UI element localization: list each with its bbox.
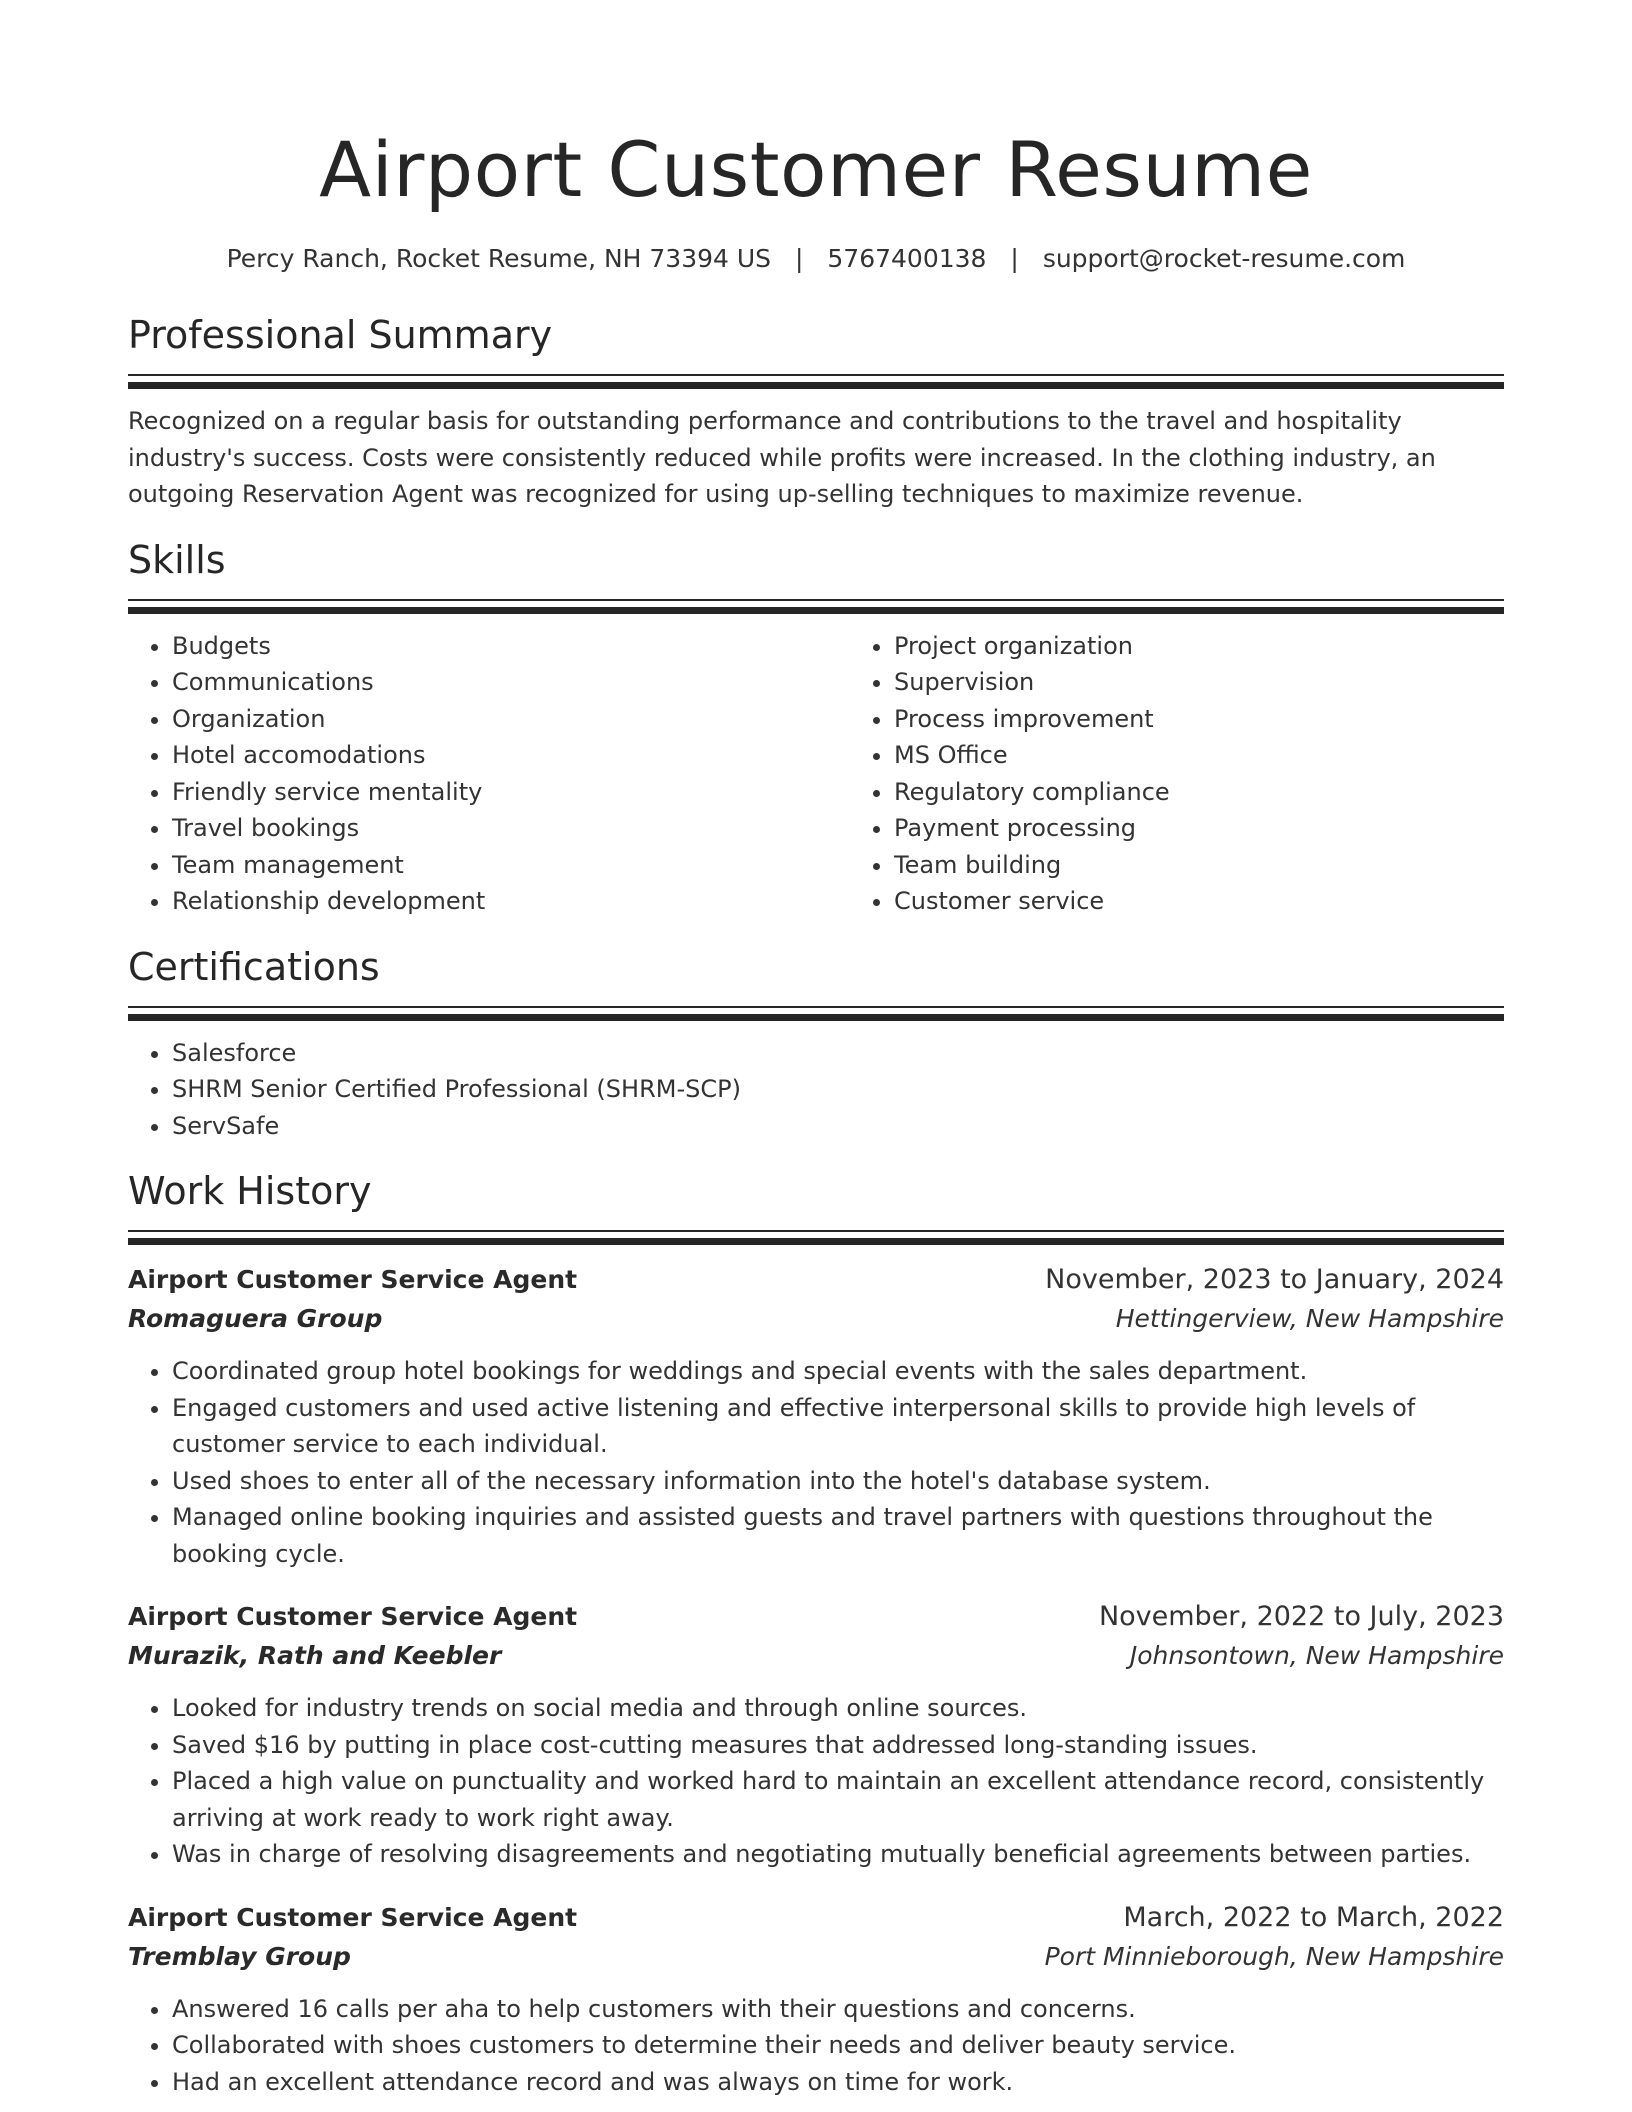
summary-heading: Professional Summary (128, 313, 553, 357)
skill-item: • Team building (894, 847, 1572, 884)
skill-item: • Friendly service mentality (172, 774, 850, 811)
skill-item: • Team management (172, 847, 850, 884)
job-company: Tremblay Group (128, 1941, 351, 1971)
job-entry (128, 1261, 1504, 1572)
section-rule-thick (128, 607, 1504, 614)
job-dates: November, 2023 to January, 2024 (1045, 1264, 1504, 1295)
contact-phone: 5767400138 (827, 244, 987, 273)
skills-section (128, 537, 1504, 920)
skills-list-right (850, 628, 1572, 920)
job-location: Hettingerview, New Hampshire (1115, 1304, 1504, 1333)
job-title: Airport Customer Service Agent (128, 1602, 578, 1631)
job-dates: November, 2022 to July, 2023 (1098, 1601, 1504, 1632)
skill-item: • Supervision (894, 664, 1572, 701)
skill-item: • Process improvement (894, 701, 1572, 738)
skill-item: • Project organization (894, 628, 1572, 665)
job-bullet: • Coordinated group hotel bookings for weddings and special events with the sales department. (172, 1353, 1504, 1390)
contact-separator: | (1010, 244, 1019, 273)
job-entry (128, 1899, 1504, 2101)
job-subheader (128, 1299, 1504, 1339)
work-history-heading: Work History (128, 1169, 372, 1213)
job-bullet: • Collaborated with shoes customers to determine their needs and deliver beauty service. (172, 2027, 1504, 2064)
contact-separator: | (795, 244, 804, 273)
certifications-heading: Certifications (128, 944, 380, 989)
job-bullet: • Placed a high value on punctuality and worked hard to maintain an excellent attendance record, consistently arriving at work ready to work right away. (172, 1763, 1504, 1836)
job-bullet: • Used shoes to enter all of the necessary information into the hotel's database system. (172, 1463, 1504, 1500)
skill-item: • Organization (172, 701, 850, 738)
contact-email: support@rocket-resume.com (1042, 244, 1406, 273)
job-bullets (128, 1690, 1504, 1873)
section-rule-thin (128, 374, 1504, 376)
contact-line (128, 242, 1504, 276)
certifications-section (128, 944, 1504, 1145)
skill-item: • Budgets (172, 628, 850, 665)
job-title: Airport Customer Service Agent (128, 1265, 578, 1294)
job-dates: March, 2022 to March, 2022 (1123, 1901, 1504, 1933)
job-bullets (128, 1353, 1504, 1572)
job-title: Airport Customer Service Agent (128, 1902, 578, 1932)
job-company: Romaguera Group (128, 1304, 383, 1333)
skill-item: • Payment processing (894, 810, 1572, 847)
skill-item: • Hotel accomodations (172, 737, 850, 774)
section-rule-thick (128, 1014, 1504, 1021)
certification-item: • SHRM Senior Certified Professional (SHRM-SCP) (172, 1071, 1504, 1108)
job-bullets (128, 1991, 1504, 2101)
job-entry (128, 1598, 1504, 1873)
work-history-section (128, 1168, 1504, 2100)
certification-item: • Salesforce (172, 1035, 1504, 1072)
section-rule-thin (128, 1006, 1504, 1008)
job-company: Murazik, Rath and Keebler (128, 1641, 502, 1670)
job-location: Johnsontown, New Hampshire (1129, 1641, 1504, 1670)
job-bullet: • Saved $16 by putting in place cost-cutting measures that addressed long-standing issues. (172, 1727, 1504, 1764)
skill-item: • Customer service (894, 883, 1572, 920)
summary-section (128, 312, 1504, 513)
job-bullet: • Looked for industry trends on social media and through online sources. (172, 1690, 1504, 1727)
skills-columns (128, 628, 1504, 920)
section-rule-thick (128, 1238, 1504, 1245)
skills-list-left (128, 628, 850, 920)
job-bullet: • Was in charge of resolving disagreements and negotiating mutually beneficial agreements between parties. (172, 1836, 1504, 1873)
section-rule-thick (128, 382, 1504, 389)
job-bullet: • Managed online booking inquiries and assisted guests and travel partners with questions throughout the booking cycle. (172, 1499, 1504, 1572)
job-subheader (128, 1937, 1504, 1977)
contact-address: Percy Ranch, Rocket Resume, NH 73394 US (226, 244, 772, 273)
certifications-list (128, 1035, 1504, 1145)
skill-item: • MS Office (894, 737, 1572, 774)
job-bullet: • Engaged customers and used active listening and effective interpersonal skills to provide high levels of customer service to each individual. (172, 1390, 1504, 1463)
resume-title: Airport Customer Resume (319, 125, 1313, 214)
job-bullet: • Had an excellent attendance record and was always on time for work. (172, 2064, 1504, 2101)
job-subheader (128, 1636, 1504, 1676)
skill-item: • Travel bookings (172, 810, 850, 847)
skills-heading: Skills (128, 537, 226, 582)
summary-text: Recognized on a regular basis for outstanding performance and contributions to the travel and hospitality industry's success. Costs were consistently reduced while profits were increased. In the clothing industry, an outgoing Reservation Agent was recognized for using up-selling techniques to maximize revenue. (128, 407, 1436, 508)
skill-item: • Communications (172, 664, 850, 701)
skill-item: • Relationship development (172, 883, 850, 920)
section-rule-thin (128, 1230, 1504, 1232)
job-location: Port Minnieborough, New Hampshire (1044, 1941, 1504, 1971)
certification-item: • ServSafe (172, 1108, 1504, 1145)
job-header (128, 1261, 1504, 1299)
section-rule-thin (128, 599, 1504, 601)
job-header (128, 1899, 1504, 1937)
skill-item: • Regulatory compliance (894, 774, 1572, 811)
job-bullet: • Answered 16 calls per aha to help customers with their questions and concerns. (172, 1991, 1504, 2028)
job-header (128, 1598, 1504, 1636)
